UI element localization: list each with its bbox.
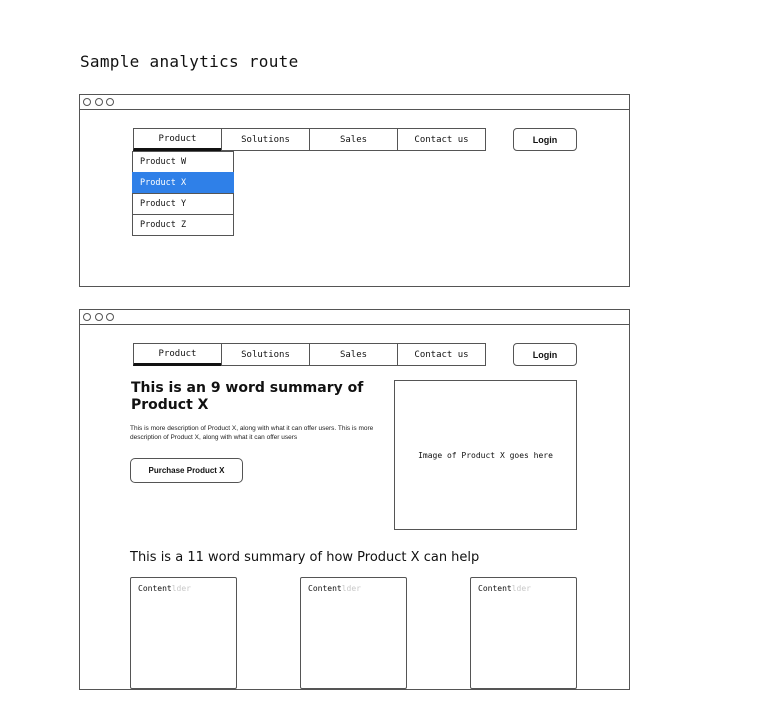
dropdown-item-product-w[interactable]: Product W	[132, 151, 234, 173]
dropdown-item-product-z[interactable]: Product Z	[132, 214, 234, 236]
hero-title: This is an 9 word summary of Product X	[131, 380, 364, 413]
nav-item-product[interactable]: Product	[133, 128, 222, 151]
window-control-dot-icon[interactable]	[106, 313, 114, 321]
window-control-dot-icon[interactable]	[95, 313, 103, 321]
content-card[interactable]	[130, 577, 237, 689]
window-control-dot-icon[interactable]	[83, 313, 91, 321]
main-nav	[133, 343, 486, 366]
section-title: This is a 11 word summary of how Product X can help	[130, 550, 480, 565]
nav-item-solutions[interactable]: Solutions	[221, 128, 310, 151]
content-card[interactable]	[300, 577, 407, 689]
card-label: Contentlder	[138, 584, 191, 593]
content-card[interactable]	[470, 577, 577, 689]
window-control-dot-icon[interactable]	[95, 98, 103, 106]
product-image-placeholder: Image of Product X goes here	[394, 380, 577, 530]
nav-item-contact-us[interactable]: Contact us	[397, 343, 486, 366]
dropdown-item-product-x[interactable]: Product X	[132, 172, 234, 194]
wireframe-browser-window-product-page	[79, 309, 630, 690]
main-nav	[133, 128, 486, 151]
window-titlebar	[80, 310, 629, 325]
nav-item-solutions[interactable]: Solutions	[221, 343, 310, 366]
window-control-dot-icon[interactable]	[106, 98, 114, 106]
window-control-dot-icon[interactable]	[83, 98, 91, 106]
product-dropdown-menu	[132, 151, 234, 236]
purchase-product-button[interactable]: Purchase Product X	[130, 458, 243, 483]
card-label: Contentlder	[308, 584, 361, 593]
nav-item-sales[interactable]: Sales	[309, 343, 398, 366]
nav-item-sales[interactable]: Sales	[309, 128, 398, 151]
wireframe-browser-window-dropdown	[79, 94, 630, 287]
nav-item-product[interactable]: Product	[133, 343, 222, 366]
window-titlebar	[80, 95, 629, 110]
login-button[interactable]: Login	[513, 343, 577, 366]
nav-item-contact-us[interactable]: Contact us	[397, 128, 486, 151]
login-button[interactable]: Login	[513, 128, 577, 151]
page-title: Sample analytics route	[80, 52, 299, 71]
hero-description: This is more description of Product X, along with what it can offer users. This is more description of Product X, along with what it can offer users	[130, 425, 374, 441]
card-label: Contentlder	[478, 584, 531, 593]
dropdown-item-product-y[interactable]: Product Y	[132, 193, 234, 215]
